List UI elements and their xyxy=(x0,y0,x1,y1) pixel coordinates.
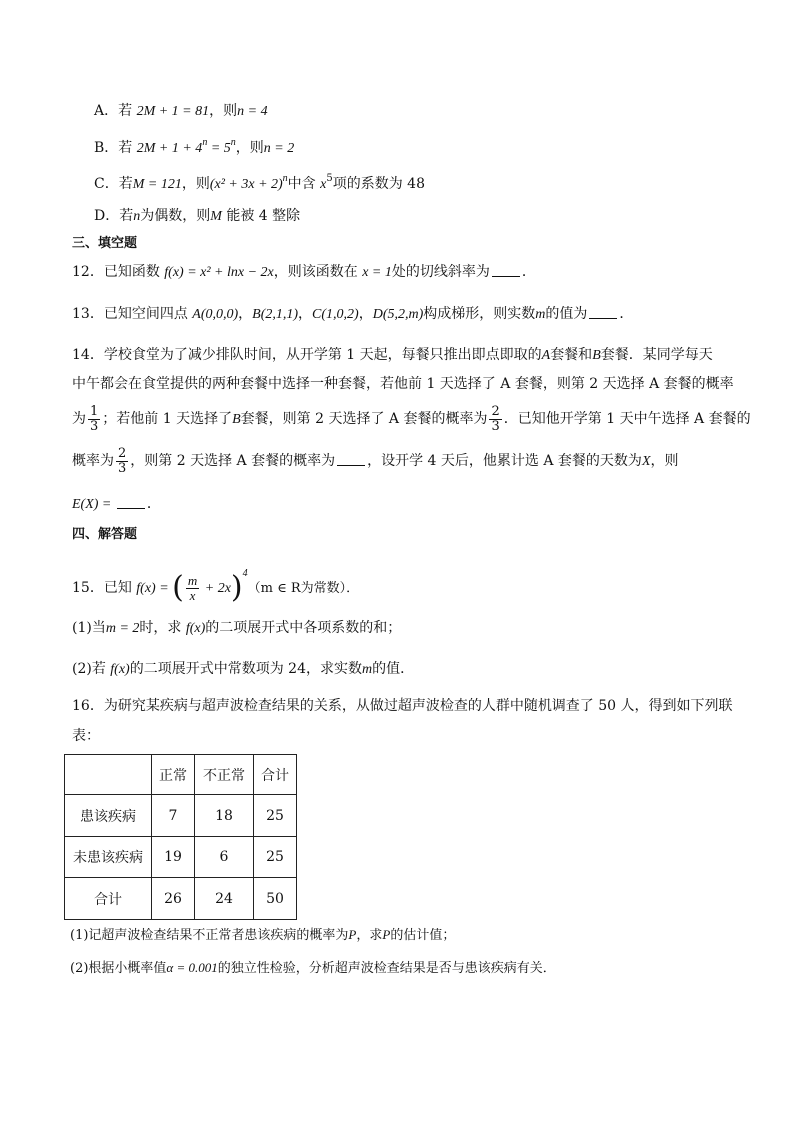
answer-blank xyxy=(492,264,520,277)
question-16-part-2: (2)根据小概率值α = 0.001的独立性检验，分析超声波检查结果是否与患该疾病有关． xyxy=(70,960,556,976)
question-15-part-2: (2)若 f(x)的二项展开式中常数项为 24，求实数m的值． xyxy=(72,661,415,677)
option-d: D．若n为偶数，则M 能被 4 整除 xyxy=(94,208,301,224)
answer-blank xyxy=(117,496,145,509)
answer-blank xyxy=(337,453,365,466)
answer-blank xyxy=(589,306,617,319)
question-13: 13．已知空间四点 A(0,0,0)，B(2,1,1)，C(1,0,2)，D(5,2,m)构成梯形，则实数m的值为 ． xyxy=(72,306,634,322)
question-14-line-2: 中午都会在食堂提供的两种套餐中选择一种套餐，若他前 1 天选择了 A 套餐，则第 2 天选择 A 套餐的概率 xyxy=(72,376,734,392)
table-row: 未患该疾病 19 6 25 xyxy=(65,837,297,878)
math-expr: n = 4 xyxy=(237,104,268,119)
fraction: $\frac{2}{3}$ xyxy=(491,403,500,434)
table-row: 合计 26 24 50 xyxy=(65,878,297,920)
question-14-line-3: 为 $\frac{1}{3}$ ；若他前 1 天选择了B套餐，则第 2 天选择了 A 套餐的概率为 $\frac{2}{3}$ ．已知他开学第 1 天中午选择 A 套餐的 xyxy=(72,403,751,434)
question-16-part-1: (1)记超声波检查结果不正常者患该疾病的概率为P，求P的估计值； xyxy=(70,927,456,943)
section-heading-solutions: 四、解答题 xyxy=(72,527,138,542)
option-a: A．若 2M + 1 = 81，则n = 4 xyxy=(94,103,268,119)
option-c: C．若M = 121，则$(x^2 + 3x + 2)^n$中含 $x^5$项的系数为 48 xyxy=(94,173,425,192)
option-b: B．若 $2M + 1 + 4^n = 5^n$，则n = 2 xyxy=(94,137,295,156)
question-15-part-1: (1)当m = 2时，求 f(x)的二项展开式中各项系数的和； xyxy=(72,620,402,636)
math-expr: 2M + 1 = 81 xyxy=(136,104,210,119)
fraction: $\frac{2}{3}$ xyxy=(118,445,127,476)
question-14-line-1: 14．学校食堂为了减少排队时间，从开学第 1 天起，每餐只推出即点即取的A套餐和B套餐．某同学每天 xyxy=(72,347,713,363)
fraction: $\frac{m}{x}$ xyxy=(187,572,198,603)
question-15: 15．已知 f(x) = ( $\frac{m}{x}$ + 2x)$^4$（m ∈ R为常数）． xyxy=(72,568,360,605)
table-row: 患该疾病 7 18 25 xyxy=(65,795,297,837)
contingency-table xyxy=(64,754,297,920)
fraction: $\frac{1}{3}$ xyxy=(90,403,99,434)
question-12: 12．已知函数 f(x) = x² + lnx − 2x，则该函数在 x = 1处的切线斜率为 ． xyxy=(72,264,536,280)
question-14-line-4: 概率为 $\frac{2}{3}$ ，则第 2 天选择 A 套餐的概率为 ，设开学 4 天后，他累计选 A 套餐的天数为X，则 xyxy=(72,445,679,476)
question-16-line-2: 表： xyxy=(72,728,100,744)
section-heading-fill-in: 三、填空题 xyxy=(72,236,138,251)
table-row: 正常 不正常 合计 xyxy=(65,755,297,795)
question-14-line-5: E(X) = ． xyxy=(72,496,161,512)
question-16-line-1: 16．为研究某疾病与超声波检查结果的关系，从做过超声波检查的人群中随机调查了 50 人，得到如下列联 xyxy=(72,698,733,714)
